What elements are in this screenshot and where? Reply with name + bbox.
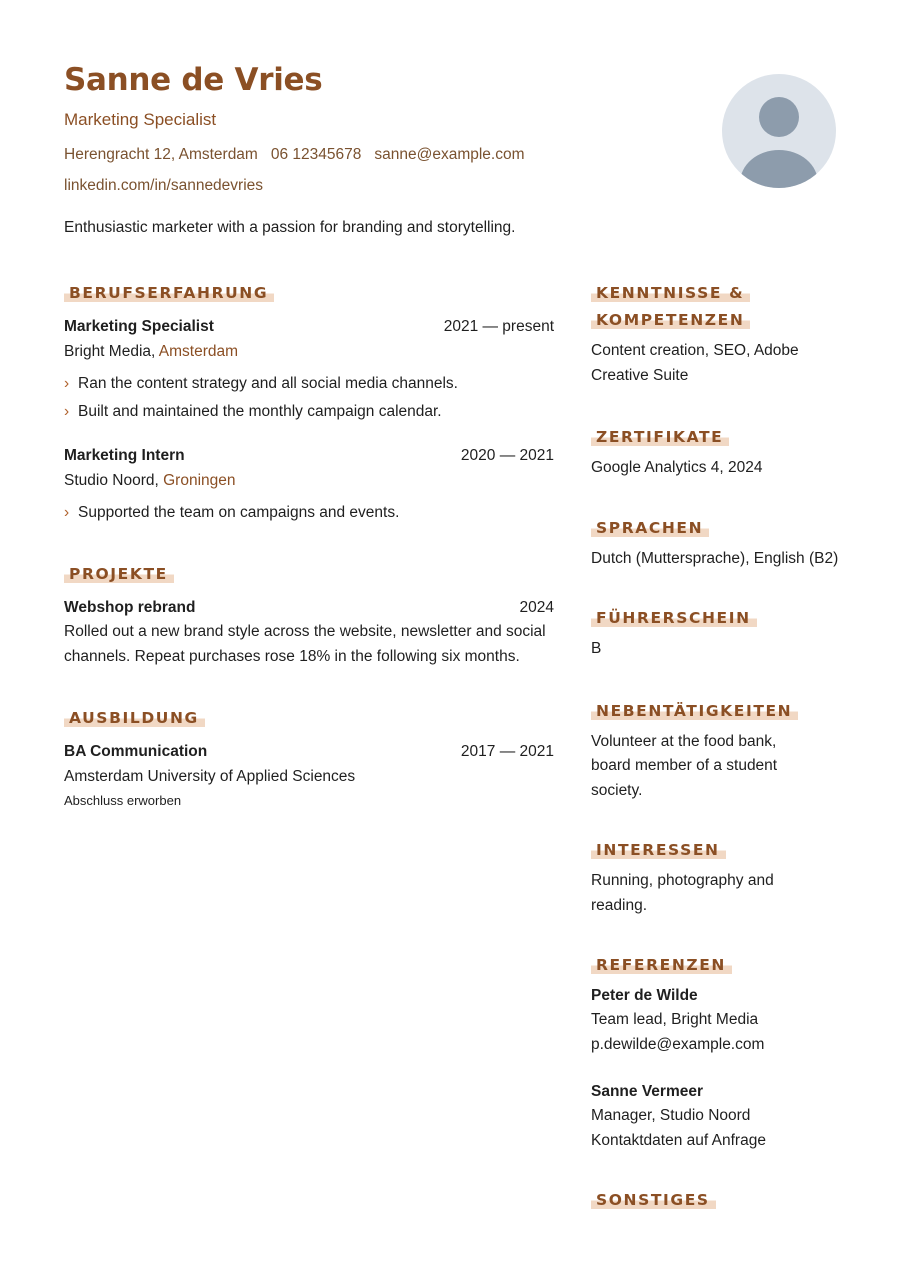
section-title-skills: KENNTNISSE & KOMPETENZEN <box>591 284 750 329</box>
contact-email[interactable]: sanne@example.com <box>374 146 525 163</box>
school-name: Amsterdam University of Applied Sciences <box>64 768 356 785</box>
reference-contact: Kontaktdaten auf Anfrage <box>591 1131 766 1149</box>
experience-item: Marketing Intern 2020 — 2021 Studio Noord, Groningen › Supported the team on campaigns and events. <box>64 444 554 527</box>
avatar-body-shape <box>740 150 818 188</box>
contact-address: Herengracht 12, Amsterdam <box>64 146 258 163</box>
contact-phone: 06 12345678 <box>270 146 362 163</box>
degree-note: Abschluss erworben <box>64 793 182 808</box>
avatar-placeholder-icon <box>722 74 836 188</box>
interests-text: Running, photography and reading. <box>591 872 774 914</box>
bullet-item: › Ran the content strategy and all social media channels. <box>64 370 554 398</box>
certificates-text: Google Analytics 4, 2024 <box>591 459 763 476</box>
section-title-activities: NEBENTÄTIGKEITEN <box>591 702 798 720</box>
job-location: Groningen <box>163 472 236 489</box>
project-dates: 2024 <box>519 599 554 616</box>
job-dates: 2021 — present <box>443 318 554 335</box>
chevron-right-icon: › <box>64 504 70 521</box>
section-title-license: FÜHRERSCHEIN <box>591 609 757 627</box>
reference-item <box>591 1080 841 1153</box>
section-title-projects: PROJEKTE <box>64 565 174 583</box>
degree-dates: 2017 — 2021 <box>460 743 554 760</box>
activities-text: Volunteer at the food bank, board member of a student society. <box>591 732 778 799</box>
sidebar-column <box>591 280 841 1219</box>
section-title-education: AUSBILDUNG <box>64 709 205 727</box>
skills-text: Content creation, SEO, Adobe Creative Suite <box>591 342 799 384</box>
languages-text: Dutch (Muttersprache), English (B2) <box>591 549 839 567</box>
project-item <box>64 596 554 669</box>
reference-contact[interactable]: p.dewilde@example.com <box>591 1035 765 1053</box>
experience-item: Marketing Specialist 2021 — present Bright Media, Amsterdam › Ran the content strategy and all social media channels. › Built and maintained the monthly campaign calendar. <box>64 315 554 426</box>
section-title-certificates: ZERTIFIKATE <box>591 428 729 446</box>
job-dates: 2020 — 2021 <box>460 447 554 464</box>
job-title: Marketing Intern <box>64 447 185 464</box>
education-item <box>64 740 554 813</box>
reference-role: Team lead, Bright Media <box>591 1011 759 1028</box>
avatar-head-shape <box>759 97 799 137</box>
job-bullets <box>64 370 554 426</box>
bullet-item: › Built and maintained the monthly campaign calendar. <box>64 398 554 426</box>
project-description: Rolled out a new brand style across the website, newsletter and social channels. Repeat purchases rose 18% in the following six months. <box>64 623 546 665</box>
section-title-experience: BERUFSERFAHRUNG <box>64 284 274 302</box>
section-title-misc: SONSTIGES <box>591 1191 716 1209</box>
degree-title: BA Communication <box>64 743 208 760</box>
candidate-name: Sanne de Vries <box>64 62 323 98</box>
reference-name: Sanne Vermeer <box>591 1083 704 1100</box>
job-title: Marketing Specialist <box>64 318 214 335</box>
bullet-item: › Supported the team on campaigns and events. <box>64 499 554 527</box>
contact-linkedin[interactable]: linkedin.com/in/sannedevries <box>64 177 264 194</box>
section-title-references: REFERENZEN <box>591 956 732 974</box>
chevron-right-icon: › <box>64 403 70 420</box>
license-text: B <box>591 640 602 657</box>
section-title-interests: INTERESSEN <box>591 841 726 859</box>
job-org: Studio Noord <box>64 472 155 489</box>
job-location: Amsterdam <box>158 343 239 360</box>
chevron-right-icon: › <box>64 375 70 392</box>
job-org: Bright Media <box>64 343 152 360</box>
section-title-languages: SPRACHEN <box>591 519 709 537</box>
reference-role: Manager, Studio Noord <box>591 1107 751 1124</box>
reference-item <box>591 984 841 1057</box>
candidate-role: Marketing Specialist <box>64 110 217 129</box>
project-title: Webshop rebrand <box>64 599 196 616</box>
main-column <box>64 280 554 813</box>
contact-line <box>64 146 538 164</box>
job-bullets <box>64 499 554 527</box>
profile-summary: Enthusiastic marketer with a passion for branding and storytelling. <box>64 219 516 236</box>
reference-name: Peter de Wilde <box>591 987 698 1004</box>
